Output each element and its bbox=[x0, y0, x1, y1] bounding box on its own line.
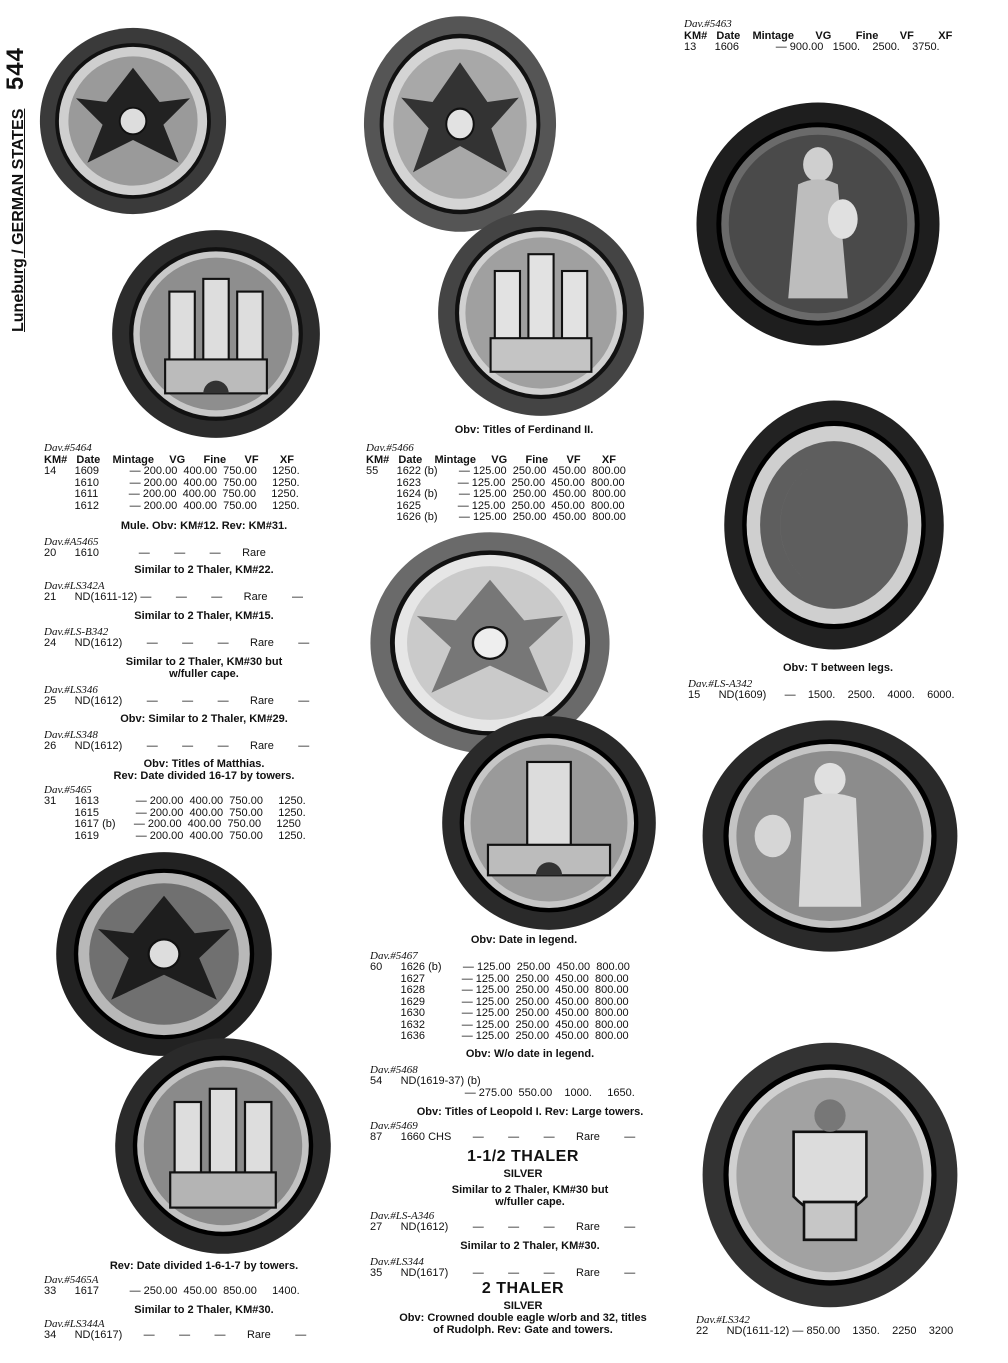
table-row: 21 ND(1611-12) — — — Rare — bbox=[44, 591, 303, 603]
caption-date-in-legend bbox=[364, 934, 684, 946]
entry-note: Obv: Similar to 2 Thaler, KM#29. bbox=[120, 713, 288, 725]
entry-note: Similar to 2 Thaler, KM#30 but w/fuller cape. bbox=[451, 1184, 609, 1208]
entry-note: Similar to 2 Thaler, KM#30. bbox=[134, 1304, 274, 1316]
table-row: 25 ND(1612) — — — Rare — bbox=[44, 695, 310, 707]
table-row: 13 1606 — 900.00 1500. 2500. 3750. bbox=[684, 41, 940, 53]
table-row: 1630 — 125.00 250.00 450.00 800.00 bbox=[370, 1007, 629, 1019]
entry-km14 bbox=[44, 442, 364, 512]
entry-km15 bbox=[688, 678, 1006, 702]
entry-note: Obv: Titles of Leopold I. Rev: Large towers. bbox=[416, 1106, 644, 1118]
table-row: 1624 (b) — 125.00 250.00 450.00 800.00 bbox=[366, 488, 626, 500]
table-row: 24 ND(1612) — — — Rare — bbox=[44, 637, 310, 649]
table-row: 1632 — 125.00 250.00 450.00 800.00 bbox=[370, 1018, 629, 1031]
table-row: 1610 — 200.00 400.00 750.00 1250. bbox=[44, 476, 300, 489]
entry-note: Obv: W/o date in legend. bbox=[465, 1048, 595, 1060]
entry-km33 bbox=[44, 1260, 364, 1298]
dav-ref: Dav.#5464 bbox=[44, 442, 92, 454]
entry-note: Obv: Titles of Matthias. Rev: Date divided 16-17 by towers. bbox=[113, 758, 295, 782]
denomination-heading: 2 THALER bbox=[481, 1280, 565, 1297]
dav-ref: Dav.#LS344 bbox=[370, 1256, 424, 1268]
coin-km31-obverse bbox=[54, 850, 274, 1058]
dav-ref: Dav.#LS348 bbox=[44, 729, 98, 741]
dav-ref: Dav.#5465A bbox=[44, 1274, 99, 1286]
table-row: 35 ND(1617) — — — Rare — bbox=[370, 1267, 636, 1279]
coin-km22-obverse bbox=[700, 718, 960, 954]
figure-caption: Obv: T between legs. bbox=[782, 662, 894, 674]
heading-1-1-2-thaler bbox=[358, 1148, 688, 1180]
dav-ref: Dav.#5465 bbox=[44, 784, 92, 796]
coin-km55-obverse bbox=[362, 14, 558, 234]
table-row: 55 1622 (b) — 125.00 250.00 450.00 800.00 bbox=[366, 465, 626, 477]
dav-ref: Dav.#LS-B342 bbox=[44, 626, 109, 638]
table-row: 27 ND(1612) — — — Rare — bbox=[370, 1221, 636, 1233]
dav-ref: Dav.#5463 bbox=[684, 18, 732, 30]
dav-ref: Dav.#5467 bbox=[370, 950, 418, 962]
table-row: 1612 — 200.00 400.00 750.00 1250. bbox=[44, 499, 300, 512]
table-row: 60 1626 (b) — 125.00 250.00 450.00 800.00 bbox=[370, 961, 630, 973]
dav-ref: Dav.#A5465 bbox=[44, 536, 99, 548]
dav-ref: Dav.#LS344A bbox=[44, 1318, 105, 1330]
caption-t-between-legs bbox=[678, 662, 998, 674]
table-header: KM# Date Mintage VG Fine VF XF bbox=[44, 454, 294, 466]
entry-note: Similar to 2 Thaler, KM#30 but w/fuller cape. bbox=[125, 656, 283, 680]
table-row: 1636 — 125.00 250.00 450.00 800.00 bbox=[370, 1030, 629, 1042]
dav-ref: Dav.#LS346 bbox=[44, 684, 98, 696]
table-row: 14 1609 — 200.00 400.00 750.00 1250. bbox=[44, 465, 300, 477]
coin-km55-reverse bbox=[436, 208, 646, 418]
coin-km14-obverse bbox=[38, 26, 228, 216]
entry-km22 bbox=[696, 1314, 1006, 1338]
page-side-marker bbox=[2, 20, 28, 340]
entry-note: Similar to 2 Thaler, KM#30. bbox=[460, 1240, 600, 1252]
metal-label: SILVER bbox=[503, 1168, 543, 1180]
figure-caption: Obv: Titles of Ferdinand II. bbox=[454, 424, 594, 436]
table-row: 34 ND(1617) — — — Rare — bbox=[44, 1329, 307, 1341]
entry-note: Similar to 2 Thaler, KM#15. bbox=[134, 610, 274, 622]
coin-km15 bbox=[722, 398, 946, 652]
figure-caption: Obv: Date in legend. bbox=[470, 934, 578, 946]
table-row: 1615 — 200.00 400.00 750.00 1250. bbox=[44, 806, 306, 819]
table-row: 1611 — 200.00 400.00 750.00 1250. bbox=[44, 488, 299, 500]
entry-km13 bbox=[684, 18, 1004, 54]
dav-ref: Dav.#LS-A346 bbox=[370, 1210, 435, 1222]
table-row: 22 ND(1611-12) — 850.00 1350. 2250 3200 bbox=[696, 1325, 954, 1337]
entry-km31 bbox=[44, 758, 364, 842]
table-row: 15 ND(1609) — 1500. 2500. 4000. 6000. bbox=[688, 689, 955, 701]
dav-ref: Dav.#5468 bbox=[370, 1064, 418, 1076]
entry-km25 bbox=[44, 656, 364, 708]
table-row: 26 ND(1612) — — — Rare — bbox=[44, 740, 310, 752]
dav-ref: Dav.#LS342A bbox=[44, 580, 105, 592]
table-row: — 275.00 550.00 1000. 1650. bbox=[370, 1086, 635, 1099]
entry-km34 bbox=[44, 1304, 364, 1342]
table-row: 87 1660 CHS — — — Rare — bbox=[370, 1131, 636, 1143]
coin-km13 bbox=[694, 100, 942, 348]
section-title: Luneburg / GERMAN STATES bbox=[10, 108, 27, 332]
dav-ref: Dav.#LS342 bbox=[696, 1314, 750, 1326]
entry-km20 bbox=[44, 520, 364, 560]
metal-label: SILVER bbox=[503, 1300, 543, 1312]
table-row: 1619 — 200.00 400.00 750.00 1250. bbox=[44, 829, 306, 842]
coin-km31-reverse bbox=[112, 1036, 334, 1256]
entry-km24 bbox=[44, 610, 364, 650]
table-row: 1626 (b) — 125.00 250.00 450.00 800.00 bbox=[366, 511, 626, 523]
coin-km60-reverse bbox=[440, 714, 658, 932]
table-row: 1627 — 125.00 250.00 450.00 800.00 bbox=[370, 972, 629, 985]
entry-note: Mule. Obv: KM#12. Rev: KM#31. bbox=[120, 520, 288, 532]
coin-km22-reverse bbox=[700, 1040, 960, 1310]
entry-km87 bbox=[370, 1106, 690, 1144]
entry-km54 bbox=[370, 1048, 690, 1099]
dav-ref: Dav.#5466 bbox=[366, 442, 414, 454]
entry-note: Obv: Crowned double eagle w/orb and 32, titles of Rudolph. Rev: Gate and towers. bbox=[399, 1312, 647, 1336]
table-row: 1623 — 125.00 250.00 450.00 800.00 bbox=[366, 476, 625, 489]
table-row: 1625 — 125.00 250.00 450.00 800.00 bbox=[366, 499, 625, 512]
entry-km35 bbox=[370, 1240, 690, 1280]
table-row: 33 1617 — 250.00 450.00 850.00 1400. bbox=[44, 1285, 300, 1297]
table-row: 1629 — 125.00 250.00 450.00 800.00 bbox=[370, 995, 629, 1008]
heading-2-thaler bbox=[358, 1280, 688, 1336]
entry-km55 bbox=[366, 442, 686, 524]
dav-ref: Dav.#LS-A342 bbox=[688, 678, 753, 690]
table-row: 20 1610 — — — Rare bbox=[44, 547, 266, 559]
table-row: 54 ND(1619-37) (b) bbox=[370, 1075, 481, 1087]
caption-ferdinand bbox=[364, 424, 684, 436]
entry-km21 bbox=[44, 564, 364, 604]
page-number: 544 bbox=[2, 47, 29, 91]
table-row: 1628 — 125.00 250.00 450.00 800.00 bbox=[370, 984, 629, 996]
entry-km26 bbox=[44, 713, 364, 753]
entry-km60 bbox=[370, 950, 690, 1043]
table-header: KM# Date Mintage VG Fine VF XF bbox=[684, 30, 953, 42]
table-row: 1617 (b) — 200.00 400.00 750.00 1250 bbox=[44, 818, 301, 830]
entry-note: Similar to 2 Thaler, KM#22. bbox=[134, 564, 274, 576]
coin-km14-reverse bbox=[110, 228, 322, 440]
denomination-heading: 1-1/2 THALER bbox=[467, 1148, 579, 1165]
table-row: 31 1613 — 200.00 400.00 750.00 1250. bbox=[44, 795, 306, 807]
entry-km27 bbox=[370, 1184, 690, 1234]
entry-note: Rev: Date divided 1-6-1-7 by towers. bbox=[109, 1260, 299, 1272]
dav-ref: Dav.#5469 bbox=[370, 1120, 418, 1132]
table-header: KM# Date Mintage VG Fine VF XF bbox=[366, 454, 616, 466]
